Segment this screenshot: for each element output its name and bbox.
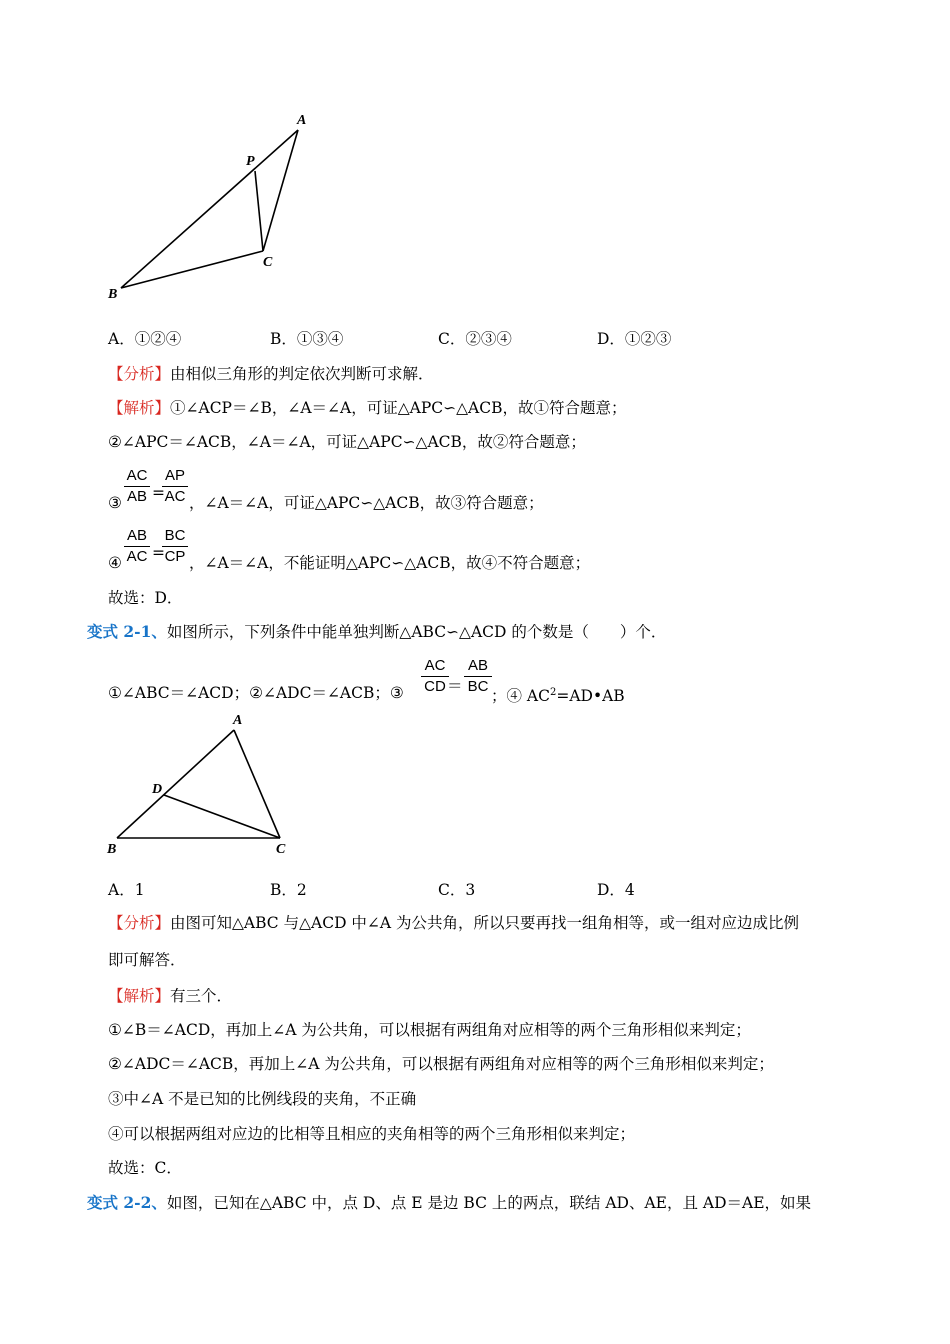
q3-tag: 变式 2-2、	[87, 1193, 167, 1212]
q2-option-b: B．2	[270, 881, 307, 899]
segment-ac	[234, 730, 280, 838]
q2-stem	[87, 622, 666, 642]
frac-denominator: BC	[467, 678, 489, 695]
label-c: C	[263, 255, 273, 270]
label-d: D	[152, 782, 163, 797]
cond4-rhs: =AD•AB	[556, 687, 625, 706]
equals-sign: =	[152, 484, 165, 502]
q3-text: 如图，已知在△ABC 中，点 D、点 E 是边 BC 上的两点，联结 AD、AE，且 AD＝AE，如果	[166, 1194, 812, 1212]
fraction-ap-ac	[162, 467, 188, 506]
q2-tag: 变式 2-1、	[87, 622, 167, 641]
fraction-ac-cd	[421, 657, 449, 696]
q1-solution-line3-prefix: ③	[108, 494, 122, 512]
frac-numerator: AC	[424, 657, 446, 674]
q2-option-c: C．3	[438, 881, 476, 899]
q2-solution-head	[108, 986, 232, 1006]
q2-solution-line4: ④可以根据两组对应边的比相等且相应的夹角相等的两个三角形相似来判定；	[108, 1125, 636, 1143]
q2-conditions-prefix: ①∠ABC＝∠ACD；②∠ADC＝∠ACB；③	[108, 684, 404, 702]
label-c: C	[276, 842, 286, 857]
figure-triangle-acd	[100, 710, 300, 860]
q1-solution-line1	[108, 398, 626, 418]
cond4-lhs: ；④ AC	[491, 687, 550, 706]
frac-denominator: CP	[164, 548, 186, 565]
analysis-text: 由相似三角形的判定依次判断可求解．	[170, 365, 434, 383]
q1-option-a: A．①②④	[108, 330, 182, 348]
solution-line-1: ①∠ACP＝∠B，∠A＝∠A，可证△APC∽△ACB，故①符合题意；	[170, 399, 627, 417]
q2-solution-line2: ②∠ADC＝∠ACB，再加上∠A 为公共角，可以根据有两组角对应相等的两个三角形相似来判定；	[108, 1055, 774, 1073]
figure-triangle-apc	[100, 108, 320, 308]
q1-solution-line4-prefix: ④	[108, 554, 122, 572]
q2-solution-line3: ③中∠A 不是已知的比例线段的夹角，不正确	[108, 1090, 417, 1108]
exponent: 2	[549, 687, 557, 698]
label-a: A	[297, 113, 307, 128]
q1-solution-line4-text: ，∠A＝∠A，不能证明△APC∽△ACB，故④不符合题意；	[189, 554, 591, 572]
fraction-ac-ab	[124, 467, 150, 506]
fraction-bc-cp	[162, 527, 188, 566]
label-a: A	[233, 713, 243, 728]
q1-solution-line3-text: ，∠A＝∠A，可证△APC∽△ACB，故③符合题意；	[189, 494, 544, 512]
q2-analysis-line1	[108, 913, 799, 933]
q1-option-d: D．①②③	[597, 330, 672, 348]
segment-ac	[263, 130, 298, 251]
label-p: P	[246, 154, 255, 169]
frac-denominator: CD	[424, 678, 446, 695]
frac-numerator: AC	[126, 467, 148, 484]
q2-conclusion: 故选：C．	[108, 1159, 182, 1177]
label-b: B	[107, 842, 117, 857]
segment-pc	[255, 171, 263, 251]
q1-solution-line2: ②∠APC＝∠ACB，∠A＝∠A，可证△APC∽△ACB，故②符合题意；	[108, 433, 586, 451]
q2-condition-4	[491, 683, 625, 706]
solution-tag: 【解析】	[108, 987, 171, 1005]
frac-numerator: AB	[467, 657, 488, 674]
equals-sign: ＝	[447, 677, 463, 695]
segment-dc	[164, 795, 280, 838]
solution-head: 有三个．	[170, 987, 233, 1005]
frac-numerator: AP	[164, 467, 185, 484]
frac-denominator: AC	[164, 488, 186, 505]
q3-stem	[87, 1193, 811, 1213]
q2-option-d: D．4	[597, 881, 635, 899]
q2-text: 如图所示，下列条件中能单独判断△ABC∽△ACD 的个数是（ ）个．	[166, 623, 667, 641]
frac-denominator: AC	[126, 548, 148, 565]
analysis-text: 由图可知△ABC 与△ACD 中∠A 为公共角，所以只要再找一组角相等，或一组对应边成比例	[170, 914, 800, 932]
frac-numerator: BC	[164, 527, 186, 544]
analysis-tag: 【分析】	[108, 914, 171, 932]
q1-option-b: B．①③④	[270, 330, 344, 348]
q1-analysis	[108, 364, 434, 384]
q1-conclusion: 故选：D．	[108, 589, 183, 607]
frac-denominator: AB	[126, 488, 147, 505]
q2-option-a: A．1	[108, 881, 145, 899]
equals-sign: =	[152, 544, 165, 562]
q2-analysis-line2: 即可解答．	[108, 951, 186, 969]
segment-ab	[117, 730, 234, 838]
q1-option-c: C．②③④	[438, 330, 512, 348]
label-b: B	[108, 287, 118, 302]
solution-tag: 【解析】	[108, 399, 171, 417]
analysis-tag: 【分析】	[108, 365, 171, 383]
frac-numerator: AB	[126, 527, 147, 544]
fraction-ab-bc	[464, 657, 492, 696]
fraction-ab-ac	[124, 527, 150, 566]
q2-solution-line1: ①∠B＝∠ACD，再加上∠A 为公共角，可以根据有两组角对应相等的两个三角形相似来判定；	[108, 1021, 751, 1039]
